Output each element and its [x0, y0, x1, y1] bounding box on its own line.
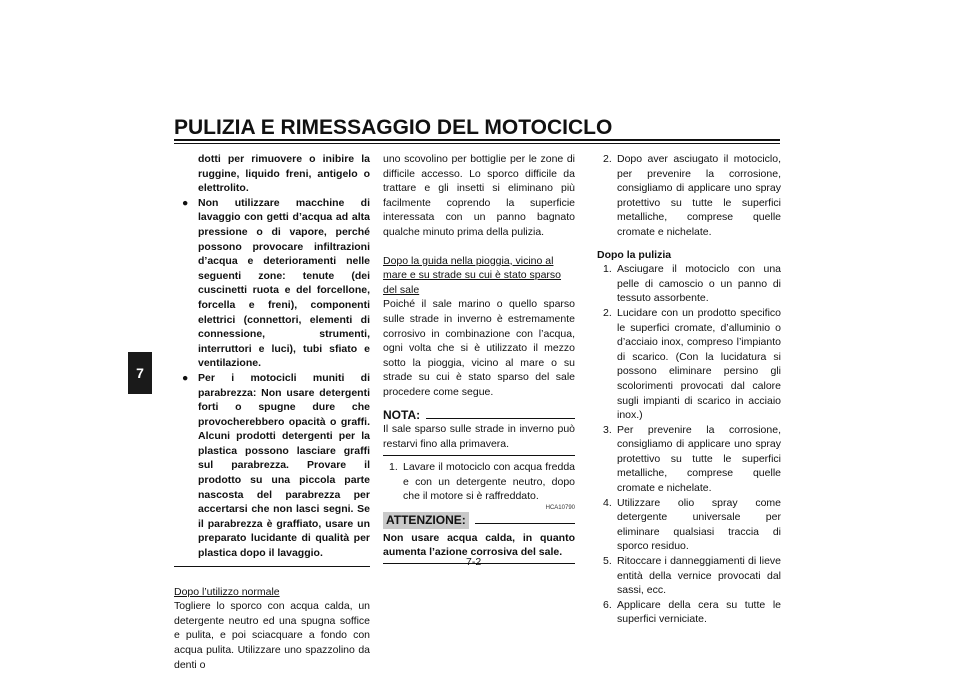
nota-label: NOTA: [383, 407, 421, 422]
title-rule-thin [174, 143, 780, 144]
bullet-text: Non utilizzare macchine di lavaggio con getti d’acqua ad alta pressione o di vapore, perché possono provocare infiltrazioni d’acqua e deterioramenti nelle seguenti zone: tenute (dei cuscinetti ruota e del forcellone, forcella e freni), componenti elettrici (connettori, elementi di connessione, strumenti, interruttori e luci), tubi sfiato e ventilazione. [198, 196, 370, 370]
step-text: Ritoccare i danneggiamenti di lieve entità della vernice provocati dal sassi, ecc. [617, 555, 781, 597]
list-item [597, 496, 781, 554]
attention-rule [475, 523, 575, 524]
list-item [597, 262, 781, 306]
after-use-heading: Dopo l’utilizzo normale [174, 585, 280, 598]
continued-text: uno scovolino per bottiglie per le zone di difficile accesso. Lo sporco difficile da trattare e gli insetti si eliminano più facilmente coprendo la superficie interessata con un panno bagnato qualche minuto prima della pulizia. [383, 153, 575, 238]
list-item [597, 598, 781, 627]
list-item [597, 423, 781, 496]
bullet-text: Per i motocicli muniti di parabrezza: Non usare detergenti forti o spugne dure che provocherebbero opacità o graffi. Alcuni prodotti detergenti per la plastica possono lasciare graffi sul parabrezza. Provare il prodotto su una piccola parte nascosta del parabrezza per accertarsi che non lasci segni. Se il parabrezza è graffiato, usare un preparato lucidante di qualità per plastica dopo il lavaggio. [198, 371, 370, 560]
reference-code: HCA10790 [545, 505, 575, 512]
nota-text: Il sale sparso sulle strade in inverno può restarvi fino alla primavera. [383, 423, 575, 450]
list-item [597, 306, 781, 423]
page-title: PULIZIA E RIMESSAGGIO DEL MOTOCICLO [174, 116, 613, 139]
after-use-text: Togliere lo sporco con acqua calda, un detergente neutro ed una spugna soffice e pulita, e poi sciacquare a fondo con acqua pulita. Utilizzare uno spazzolino da denti o [174, 600, 370, 671]
bullet-dot-icon: ● [182, 371, 189, 384]
section-divider [174, 566, 370, 567]
attention-header [383, 512, 575, 529]
step-text: Asciugare il motociclo con una pelle di camoscio o un panno di tessuto assorbente. [617, 263, 781, 305]
after-cleaning-heading: Dopo la pulizia [597, 248, 672, 261]
step-text: Lavare il motociclo con acqua fredda e con un detergente neutro, dopo che il motore si è raffreddato. [403, 461, 575, 503]
step-number: 3. [603, 423, 612, 436]
step-text: Lucidare con un prodotto specifico le superfici cromate, d’alluminio o d’acciaio inox, compreso l’impianto di scarico. (Con la lucidatura si possono eliminare persino gli scolorimenti provocati dal calore sugli impianti di scarico in acciaio inox.) [617, 306, 781, 422]
step-number: 4. [603, 496, 612, 509]
column-2 [383, 152, 575, 564]
nota-header [383, 408, 575, 423]
intro-text: dotti per rimuovere o inibire la ruggine, liquido freni, antigelo o elettrolito. [198, 153, 370, 195]
bullet-item [174, 371, 370, 561]
step-text: Applicare della cera su tutte le superfici verniciate. [617, 598, 781, 626]
attention-text: Non usare acqua calda, in quanto aumenta l’azione corrosiva del sale. [383, 531, 575, 559]
step-number: 1. [603, 263, 612, 276]
column-1 [174, 152, 370, 672]
step-number: 2. [603, 153, 612, 165]
bullet-dot-icon: ● [182, 196, 189, 209]
step-2 [597, 152, 781, 240]
rain-heading: Dopo la guida nella pioggia, vicino al mare e su strade su cui è stato sparso del sale [383, 254, 562, 296]
rain-text: Poiché il sale marino o quello sparso sulle strade in inverno è estremamente corrosivo in combinazione con l’acqua, ogni volta che si è utilizzato il mezzo sotto la pioggia, vicino al mare o su strade su cui è stato sparso del sale procedere come segue. [383, 298, 575, 398]
attention-label: ATTENZIONE: [383, 512, 469, 529]
nota-end-rule [383, 455, 575, 456]
step-text: Per prevenire la corrosione, consigliamo di applicare uno spray protettivo su tutte le superfici metalliche, comprese quelle cromate e nichelate. [617, 423, 781, 495]
step-1 [383, 460, 575, 504]
list-item [597, 554, 781, 598]
step-text: Utilizzare olio spray come detergente universale per eliminare qualsiasi traccia di sporco residuo. [617, 496, 781, 553]
step-number: 5. [603, 555, 612, 568]
step-number: 6. [603, 598, 612, 611]
step-text: Dopo aver asciugato il motociclo, per prevenire la corrosione, consigliamo di applicare uno spray protettivo su tutte le superfici metalliche, comprese quelle cromate e nichelate. [617, 153, 781, 238]
title-rule [174, 139, 780, 141]
nota-rule [426, 418, 575, 419]
bullet-item [174, 196, 370, 371]
step-number: 2. [603, 306, 612, 319]
step-number: 1. [389, 461, 398, 474]
column-3 [597, 152, 781, 627]
page-number: 7-2 [466, 556, 482, 568]
chapter-tab: 7 [128, 352, 152, 394]
